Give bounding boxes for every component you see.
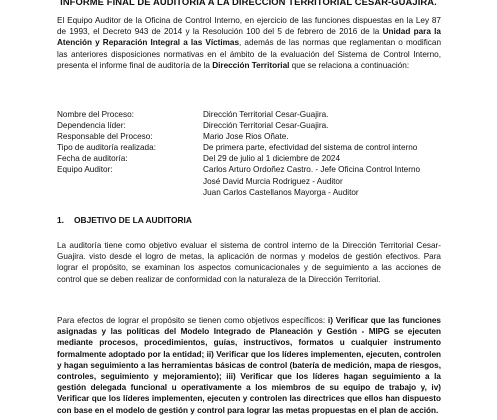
section-number: 1.	[57, 215, 64, 225]
intro-text-1: El Equipo Auditor de la Oficina de Control Interno, en ejercicio de las funciones dispuestas en la Ley 87 de 1993, el Decreto 943 de 2014 y la Resolución 100 del 5 de febrero de 2016 de la	[57, 16, 441, 37]
info-value: De primera parte, efectividad del sistema de control interno	[203, 143, 418, 153]
info-row	[57, 142, 457, 153]
info-row	[57, 176, 457, 187]
specific-bold: i) Verificar que las funciones asignadas y las políticas del Modelo Integrado de Planeación y Gestión - MIPG se ejecuten mediante procesos, procedimientos, guías, instructivos, formatos u cualquier instrumento formalmente adoptado por la entidad; ii) Verificar que los líderes implementen, ejecuten, controlen y hagan seguimiento a las herramientas básicas de control (batería de medición, mapa de riesgos, controles, seguimiento y mejoramiento); iii) Verificar que los líderes hagan seguimiento a la gestión delegada funcional u operativamente a los miembros de su equipo de trabajo y, iv) Verificar que los líderes implementen, ejecuten y controlen las directrices que ellos han dispuesto con base en el modelo de gestión y control para lograr las metas propuestas en el plan de acción.	[57, 316, 441, 415]
info-label: Fecha de auditoría:	[57, 154, 128, 164]
info-label: Dependencia líder:	[57, 121, 126, 131]
intro-text-3: que se relaciona a continuación:	[289, 60, 410, 70]
info-row	[57, 109, 457, 120]
info-label: Equipo Auditor:	[57, 165, 113, 175]
intro-bold-1: Unidad para la Atención y Reparación Integral a las Víctimas	[57, 27, 441, 48]
info-row	[57, 120, 457, 131]
info-value: Dirección Territorial Cesar-Guajira.	[203, 121, 329, 131]
info-value: Dirección Territorial Cesar-Guajira.	[203, 110, 329, 119]
report-title: INFORME FINAL DE AUDITORIA A LA DIRECCION TERRITORIAL CESAR-GUAJIRA.	[60, 0, 437, 7]
specific-objectives-paragraph	[57, 315, 441, 416]
intro-bold-2: Dirección Territorial	[212, 60, 290, 70]
info-row	[57, 164, 457, 175]
info-row	[57, 187, 457, 198]
info-row	[57, 131, 457, 142]
info-value: José David Murcia Rodriguez - Auditor	[203, 176, 343, 186]
objective-paragraph	[57, 240, 441, 285]
info-label: Responsable del Proceso:	[57, 132, 153, 142]
info-label: Nombre del Proceso:	[57, 110, 134, 119]
intro-paragraph	[57, 15, 441, 71]
section-heading	[57, 215, 192, 225]
intro-text-2: , además de las normas que reglamentan o modifican las anteriores disposiciones normativas en el ámbito de la evaluación del Sistema de Control Interno, presenta el informe final de auditoría de la	[57, 38, 441, 70]
info-value: Mario Jose Rios Oñate.	[203, 132, 289, 142]
info-value: Carlos Arturo Ordoñez Castro. - Jefe Oficina Control Interno	[203, 165, 421, 175]
info-value: Juan Carlos Castellanos Mayorga - Auditor	[203, 187, 359, 197]
specific-text: Para efectos de lograr el propósito se tienen como objetivos específicos:	[57, 316, 328, 325]
objective-text: La auditoría tiene como objetivo evaluar el sistema de control interno de la Dirección Territorial Cesar-Guajira. visto desde el logro de metas, la aplicación de normas y modelos de gestión efectivos. Para lograr el propósito, se examinan los aspectos comunicacionales y de seguimiento a las acciones de control que se deben realizar de conformidad con la naturaleza de la Dirección Territorial.	[57, 241, 441, 284]
audit-info-block	[57, 109, 457, 198]
info-row	[57, 153, 457, 164]
info-label: Tipo de auditoría realizada:	[57, 143, 156, 153]
section-title: OBJETIVO DE LA AUDITORIA	[74, 215, 192, 225]
info-value: Del 29 de julio al 1 diciembre de 2024	[203, 154, 341, 164]
